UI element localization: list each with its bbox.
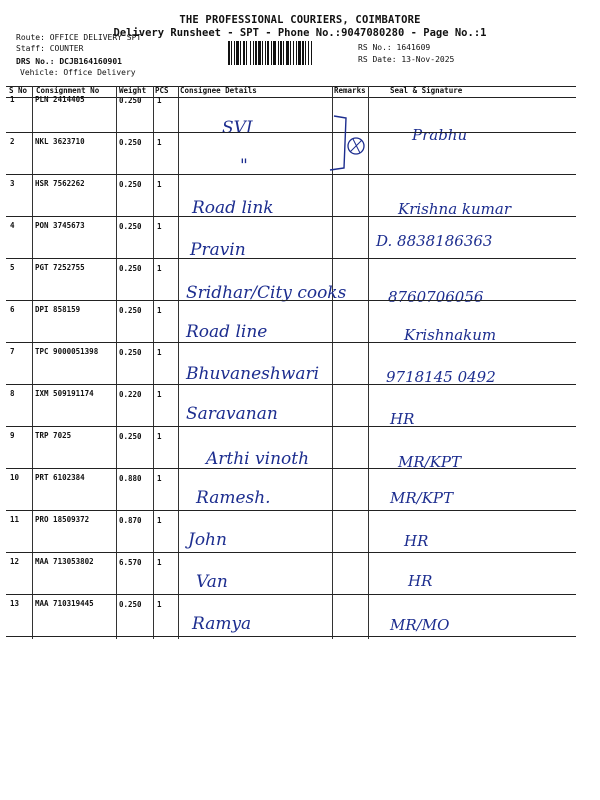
row-divider — [6, 132, 576, 133]
row-divider — [6, 258, 576, 259]
row-pcs: 1 — [157, 516, 162, 525]
row-weight: 0.220 — [119, 390, 142, 399]
col-divider — [32, 86, 33, 639]
row-divider — [6, 636, 576, 637]
row-consignment-no: MAA 713053802 — [35, 557, 94, 566]
row-consignee-handwritten: Saravanan — [186, 404, 278, 424]
row-consignee-handwritten: Bhuvaneshwari — [186, 364, 320, 384]
row-consignee-handwritten: SVI — [222, 118, 253, 138]
row-divider — [6, 342, 576, 343]
barcode-bar — [280, 41, 282, 65]
row-sno: 5 — [10, 263, 15, 272]
row-consignee-handwritten: " — [240, 156, 248, 176]
remarks-scribble — [320, 112, 376, 174]
row-consignee-handwritten: Van — [196, 572, 228, 592]
row-consignment-no: PLN 2414405 — [35, 95, 85, 104]
runsheet-title: Delivery Runsheet - SPT - Phone No.:9047080280 - Page No.:1 — [113, 27, 487, 39]
barcode-bar — [298, 41, 301, 65]
row-sno: 2 — [10, 137, 15, 146]
barcode-bar — [228, 41, 230, 65]
row-signature-handwritten: HR — [408, 572, 433, 590]
row-sno: 13 — [10, 599, 20, 608]
row-divider — [6, 426, 576, 427]
barcode-bar — [311, 41, 312, 65]
row-signature-handwritten: 9718145 0492 — [386, 368, 496, 386]
row-weight: 0.250 — [119, 180, 142, 189]
row-sno: 10 — [10, 473, 20, 482]
barcode-bar — [262, 41, 263, 65]
barcode-bar — [286, 41, 289, 65]
barcode-bar — [308, 41, 309, 65]
row-sno: 4 — [10, 221, 15, 230]
row-pcs: 1 — [157, 558, 162, 567]
barcode-bar — [265, 41, 266, 65]
staff-label: Staff: COUNTER — [16, 44, 84, 53]
row-signature-handwritten: D. 8838186363 — [376, 232, 493, 250]
barcode-bar — [290, 41, 291, 65]
row-signature-handwritten: Prabhu — [412, 126, 468, 144]
header-consignment: Consignment No — [36, 86, 100, 95]
row-pcs: 1 — [157, 222, 162, 231]
row-weight: 0.250 — [119, 222, 142, 231]
row-divider — [6, 174, 576, 175]
row-pcs: 1 — [157, 348, 162, 357]
row-pcs: 1 — [157, 138, 162, 147]
row-consignment-no: HSR 7562262 — [35, 179, 85, 188]
row-pcs: 1 — [157, 432, 162, 441]
header-consignee: Consignee Details — [180, 86, 257, 95]
row-sno: 9 — [10, 431, 15, 440]
rs-date: RS Date: 13-Nov-2025 — [358, 55, 455, 64]
row-divider — [6, 468, 576, 469]
row-signature-handwritten: MR/MO — [390, 616, 450, 634]
row-sno: 6 — [10, 305, 15, 314]
row-signature-handwritten: Krishna kumar — [398, 200, 511, 218]
barcode-bar — [243, 41, 245, 65]
row-weight: 0.250 — [119, 138, 142, 147]
row-signature-handwritten: MR/KPT — [398, 453, 462, 471]
company-title: THE PROFESSIONAL COURIERS, COIMBATORE — [179, 14, 421, 26]
row-consignee-handwritten: Ramesh. — [196, 488, 271, 508]
row-consignee-handwritten: John — [188, 530, 227, 550]
row-consignment-no: MAA 710319445 — [35, 599, 94, 608]
row-consignment-no: PON 3745673 — [35, 221, 85, 230]
row-weight: 0.250 — [119, 600, 142, 609]
row-weight: 0.870 — [119, 516, 142, 525]
header-weight: Weight — [119, 86, 147, 95]
barcode-bar — [278, 41, 279, 65]
barcode-bar — [246, 41, 247, 65]
route-label: Route: OFFICE DELIVERY SPT — [16, 33, 142, 42]
row-divider — [6, 384, 576, 385]
row-sno: 8 — [10, 389, 15, 398]
barcode-bar — [250, 41, 251, 65]
row-divider — [6, 300, 576, 301]
barcode-bar — [231, 41, 232, 65]
row-consignment-no: IXM 509191174 — [35, 389, 94, 398]
header-pcs: PCS — [155, 86, 169, 95]
barcode-bar — [267, 41, 269, 65]
row-consignment-no: DPI 858159 — [35, 305, 81, 314]
table-header-divider — [6, 97, 576, 98]
row-consignee-handwritten: Ramya — [192, 614, 252, 634]
barcode-bar — [293, 41, 294, 65]
row-weight: 0.250 — [119, 348, 142, 357]
row-pcs: 1 — [157, 390, 162, 399]
row-weight: 0.880 — [119, 474, 142, 483]
row-weight: 0.250 — [119, 306, 142, 315]
header-remarks: Remarks — [334, 86, 366, 95]
barcode-bar — [236, 41, 239, 65]
barcode-bar — [240, 41, 241, 65]
row-consignee-handwritten: Arthi vinoth — [206, 449, 310, 469]
row-sno: 7 — [10, 347, 15, 356]
row-consignment-no: PRO 18509372 — [35, 515, 90, 524]
row-sno: 12 — [10, 557, 20, 566]
row-signature-handwritten: HR — [404, 532, 429, 550]
barcode-bar — [253, 41, 254, 65]
col-divider — [116, 86, 117, 639]
row-consignee-handwritten: Road link — [192, 198, 274, 218]
header-seal-signature: Seal & Signature — [390, 86, 463, 95]
row-divider — [6, 216, 576, 217]
row-pcs: 1 — [157, 600, 162, 609]
row-consignment-no: PGT 7252755 — [35, 263, 85, 272]
row-divider — [6, 510, 576, 511]
row-weight: 0.250 — [119, 432, 142, 441]
barcode-bar — [283, 41, 284, 65]
row-consignment-no: NKL 3623710 — [35, 137, 85, 146]
col-divider — [153, 86, 154, 639]
row-signature-handwritten: MR/KPT — [390, 489, 454, 507]
row-consignee-handwritten: Pravin — [190, 240, 246, 260]
rs-number: RS No.: 1641609 — [358, 43, 431, 52]
row-consignment-no: TPC 9000051398 — [35, 347, 99, 356]
row-weight: 0.250 — [119, 264, 142, 273]
row-signature-handwritten: 8760706056 — [388, 288, 484, 306]
header-sno: S No — [9, 86, 28, 95]
barcode-bar — [296, 41, 297, 65]
barcode — [228, 41, 350, 65]
row-sno: 1 — [10, 95, 15, 104]
row-consignee-handwritten: Road line — [186, 322, 268, 342]
row-divider — [6, 594, 576, 595]
row-signature-handwritten: HR — [390, 410, 415, 428]
row-consignment-no: TRP 7025 — [35, 431, 72, 440]
row-pcs: 1 — [157, 306, 162, 315]
row-consignee-handwritten: Sridhar/City cooks — [186, 283, 347, 303]
barcode-bar — [273, 41, 276, 65]
vehicle-label: Vehicle: Office Delivery — [20, 68, 136, 77]
barcode-bar — [305, 41, 306, 65]
row-consignment-no: PRT 6102384 — [35, 473, 85, 482]
row-weight: 0.250 — [119, 96, 142, 105]
row-pcs: 1 — [157, 264, 162, 273]
row-sno: 3 — [10, 179, 15, 188]
row-weight: 6.570 — [119, 558, 142, 567]
row-divider — [6, 552, 576, 553]
row-signature-handwritten: Krishnakum — [404, 326, 497, 344]
row-pcs: 1 — [157, 474, 162, 483]
barcode-bar — [234, 41, 235, 65]
barcode-bar — [255, 41, 257, 65]
row-pcs: 1 — [157, 96, 162, 105]
barcode-bar — [302, 41, 304, 65]
barcode-bar — [271, 41, 272, 65]
row-pcs: 1 — [157, 180, 162, 189]
barcode-bar — [258, 41, 261, 65]
drs-number: DRS No.: DCJB164160901 — [16, 57, 122, 66]
col-divider — [178, 86, 179, 639]
row-sno: 11 — [10, 515, 20, 524]
